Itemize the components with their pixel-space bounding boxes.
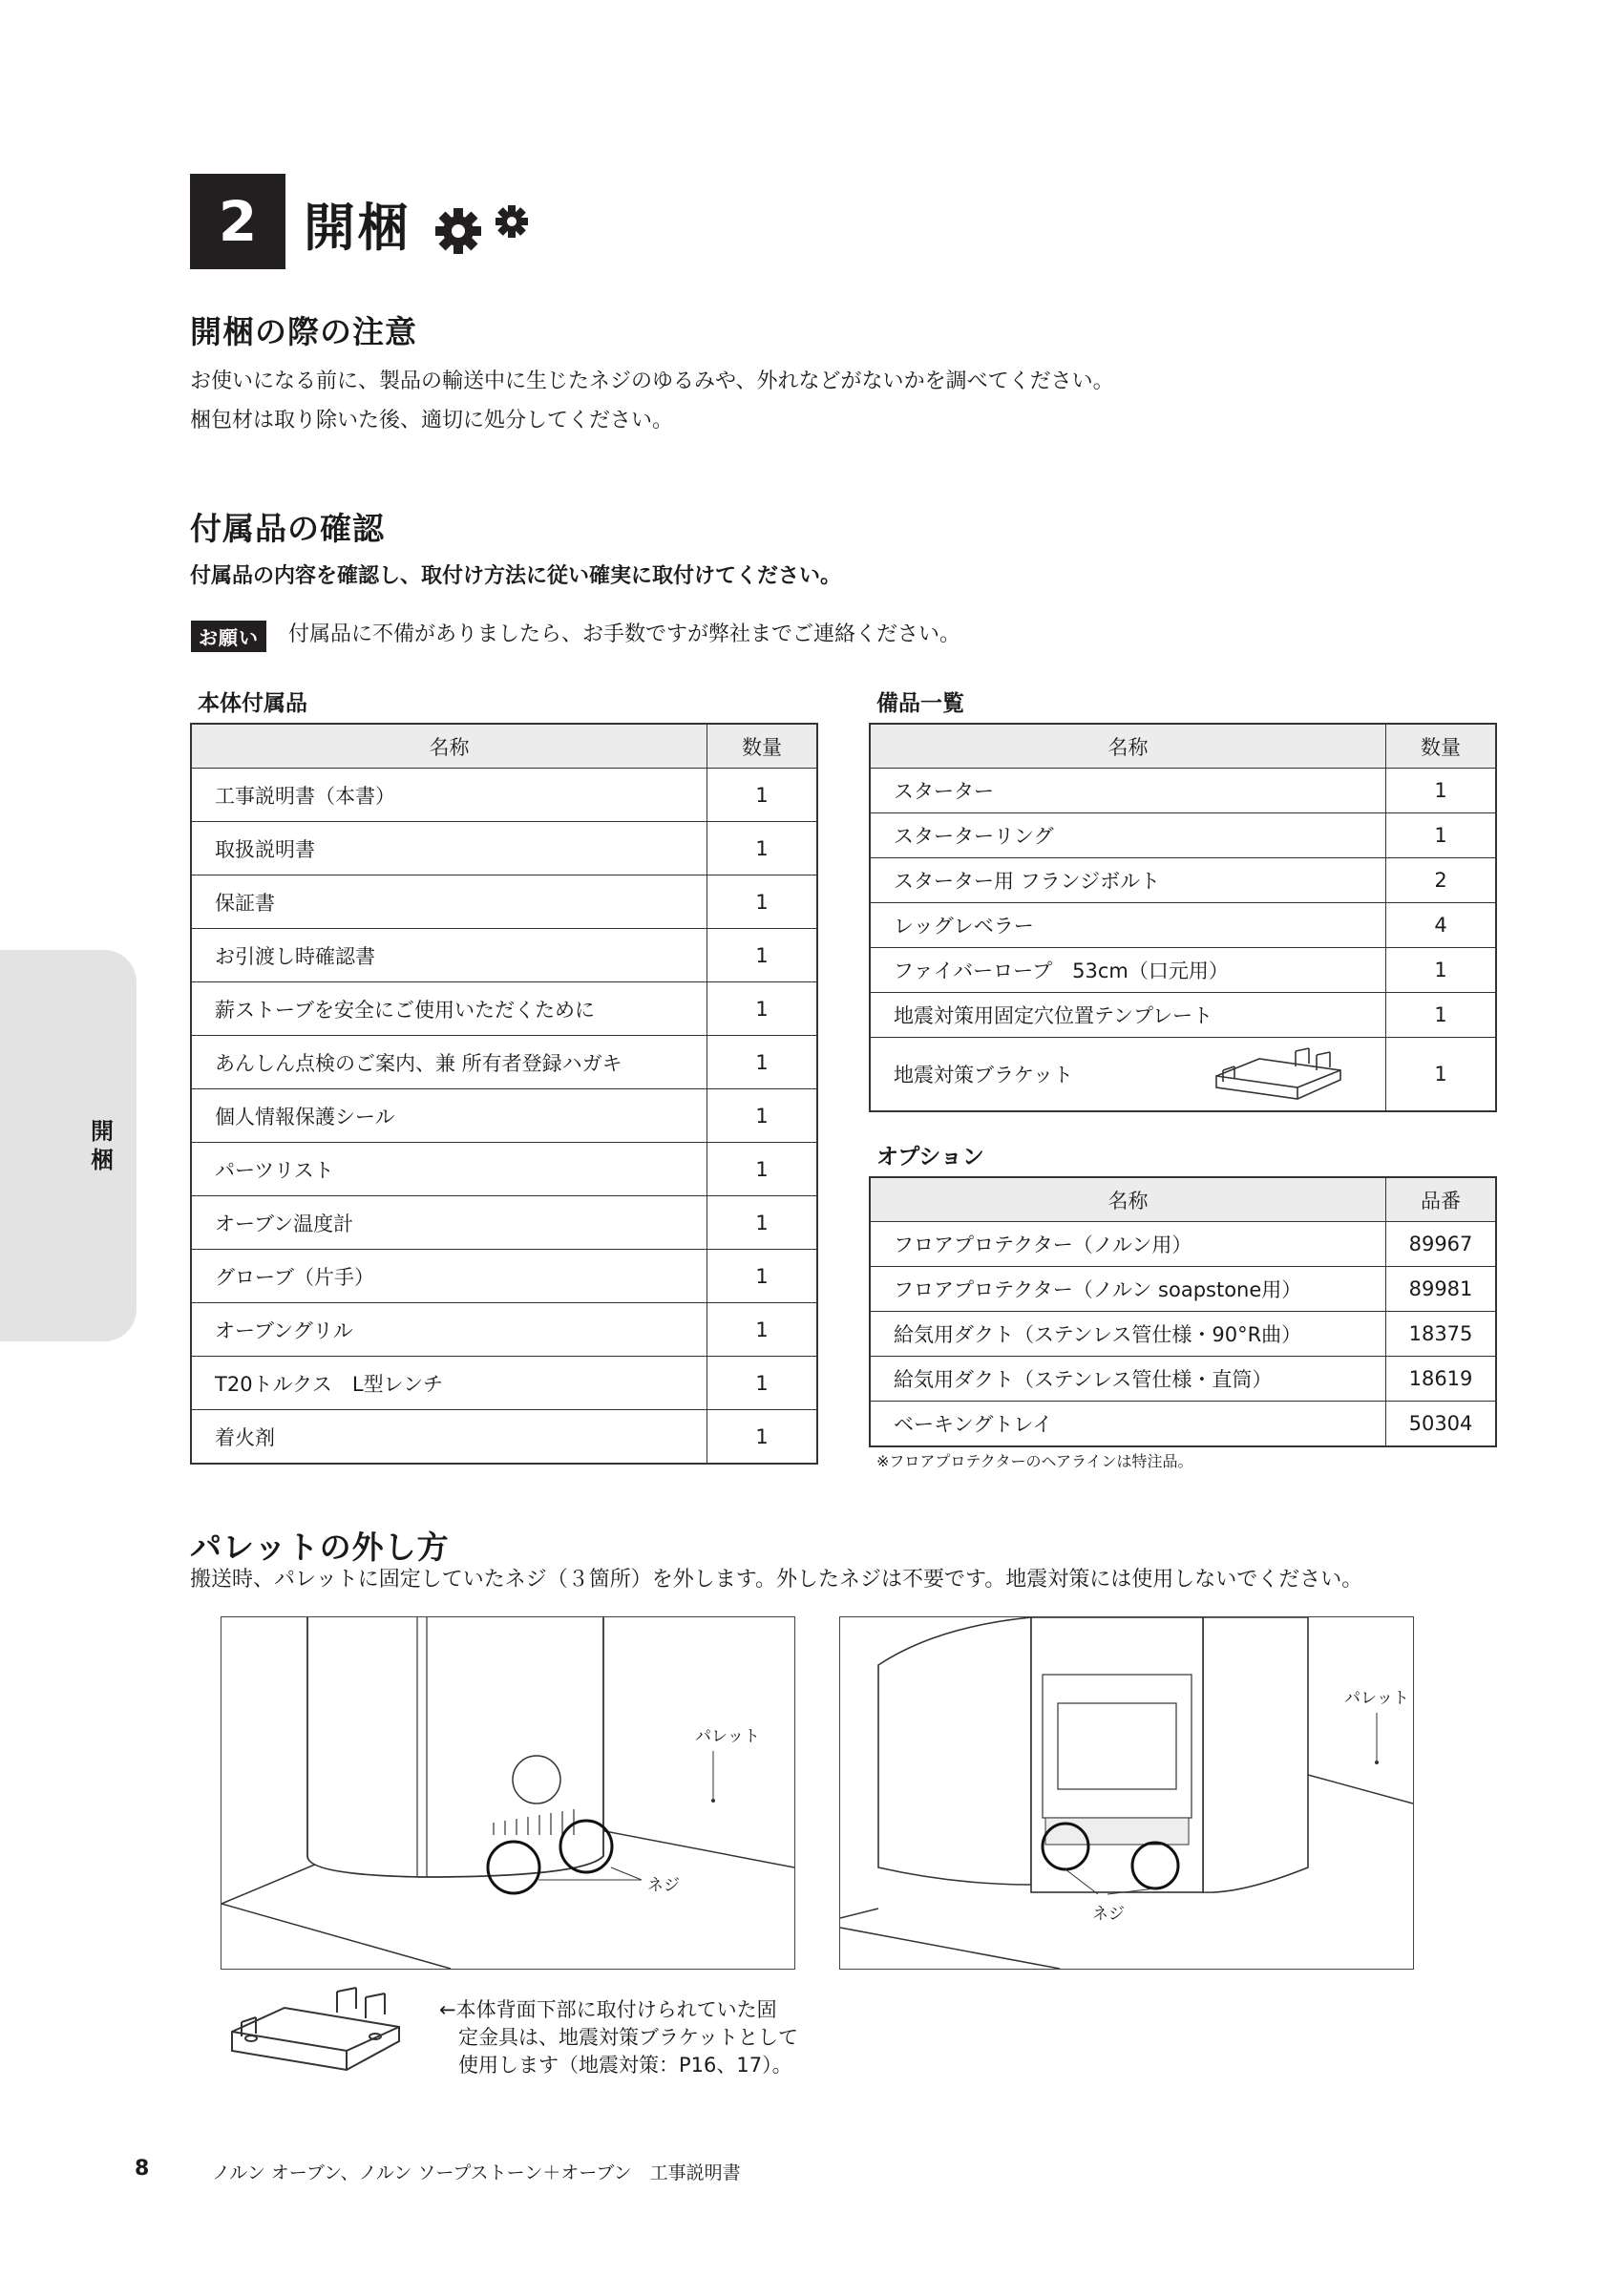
table-row <box>191 929 817 982</box>
item-quantity: 2 <box>1386 858 1497 903</box>
main-accessories-table <box>190 723 818 1465</box>
option-table <box>869 1176 1497 1447</box>
table-row <box>870 1357 1496 1402</box>
item-quantity: 1 <box>707 1143 818 1196</box>
item-quantity: 1 <box>707 929 818 982</box>
pallet-label: パレット <box>695 1727 760 1746</box>
item-name: 給気用ダクト（ステンレス管仕様・直筒） <box>870 1357 1386 1402</box>
column-header-name: 名称 <box>870 724 1386 769</box>
column-header-qty: 数量 <box>707 724 818 769</box>
caution-text-2: 梱包材は取り除いた後、適切に処分してください。 <box>190 409 674 432</box>
item-name: オーブングリル <box>191 1303 707 1357</box>
bracket-note-1: ←本体背面下部に取付けられていた固 <box>439 1998 777 2021</box>
bracket-illustration <box>222 1984 404 2075</box>
item-quantity: 1 <box>1386 813 1497 858</box>
page-number: 8 <box>135 2157 150 2181</box>
item-part-number: 18375 <box>1386 1312 1497 1357</box>
accessories-heading: 付属品の確認 <box>190 510 385 547</box>
item-name: あんしん点検のご案内、兼 所有者登録ハガキ <box>191 1036 707 1089</box>
bracket-note-2: 定金具は、地震対策ブラケットとして <box>458 2026 798 2049</box>
column-header-qty: 数量 <box>1386 724 1497 769</box>
item-name: 工事説明書（本書） <box>191 769 707 822</box>
screw-label: ネジ <box>647 1876 680 1895</box>
item-quantity: 1 <box>1386 993 1497 1038</box>
item-part-number: 18619 <box>1386 1357 1497 1402</box>
item-name: ファイバーロープ 53cm（口元用） <box>870 948 1386 993</box>
caution-text-1: お使いになる前に、製品の輸送中に生じたネジのゆるみや、外れなどがないかを調べてください。 <box>190 369 1114 393</box>
item-name: お引渡し時確認書 <box>191 929 707 982</box>
item-name: スターターリング <box>870 813 1386 858</box>
table-row <box>870 1312 1496 1357</box>
item-name: 地震対策ブラケット <box>870 1038 1386 1112</box>
table-row <box>191 769 817 822</box>
item-quantity: 1 <box>707 822 818 875</box>
footer-title: ノルン オーブン、ノルン ソープストーン＋オーブン 工事説明書 <box>212 2162 741 2183</box>
item-name: T20トルクス L型レンチ <box>191 1357 707 1410</box>
table-row <box>870 813 1496 858</box>
item-name: フロアプロテクター（ノルン用） <box>870 1222 1386 1267</box>
stove-front-illustration <box>840 1617 1413 1969</box>
column-header-name: 名称 <box>191 724 707 769</box>
gear-icon <box>432 202 537 256</box>
item-name: オーブン温度計 <box>191 1196 707 1250</box>
bracket-icon <box>1212 1045 1345 1103</box>
item-quantity: 1 <box>707 1250 818 1303</box>
table-row <box>191 1196 817 1250</box>
item-part-number: 50304 <box>1386 1402 1497 1447</box>
table-row <box>191 1357 817 1410</box>
table-row <box>191 1036 817 1089</box>
request-badge: お願い <box>191 621 266 652</box>
table-row <box>870 903 1496 948</box>
table-row <box>191 1303 817 1357</box>
main-table-label: 本体付属品 <box>198 691 307 716</box>
table-row <box>870 1038 1496 1112</box>
accessories-instruction: 付属品の内容を確認し、取付け方法に従い確実に取付けてください。 <box>190 564 842 588</box>
item-quantity: 1 <box>707 875 818 929</box>
item-part-number: 89967 <box>1386 1222 1497 1267</box>
stove-rear-illustration <box>221 1617 794 1969</box>
table-row <box>870 948 1496 993</box>
table-row <box>191 1410 817 1465</box>
item-quantity: 1 <box>707 769 818 822</box>
caution-heading: 開梱の際の注意 <box>190 313 417 350</box>
screw-label: ネジ <box>1092 1905 1125 1924</box>
bracket-note-3: 使用します（地震対策：P16、17）。 <box>458 2054 792 2077</box>
section-number: 2 <box>190 174 285 269</box>
item-quantity: 4 <box>1386 903 1497 948</box>
item-quantity: 1 <box>707 1303 818 1357</box>
table-row <box>870 769 1496 813</box>
item-quantity: 1 <box>707 1410 818 1465</box>
item-name: 個人情報保護シール <box>191 1089 707 1143</box>
table-row <box>191 1250 817 1303</box>
item-name: 薪ストーブを安全にご使用いただくために <box>191 982 707 1036</box>
table-row <box>191 875 817 929</box>
pallet-figure-rear <box>221 1616 795 1970</box>
option-note: ※フロアプロテクターのヘアラインは特注品。 <box>876 1452 1193 1470</box>
item-name: 地震対策用固定穴位置テンプレート <box>870 993 1386 1038</box>
equip-table-label: 備品一覧 <box>876 691 964 716</box>
item-quantity: 1 <box>1386 948 1497 993</box>
table-row <box>870 1222 1496 1267</box>
item-name: 着火剤 <box>191 1410 707 1465</box>
item-name: ベーキングトレイ <box>870 1402 1386 1447</box>
item-name: 取扱説明書 <box>191 822 707 875</box>
column-header-name: 名称 <box>870 1177 1386 1222</box>
pallet-text: 搬送時、パレットに固定していたネジ（３箇所）を外します。外したネジは不要です。地震対策には使用しないでください。 <box>190 1568 1363 1592</box>
table-row <box>870 993 1496 1038</box>
table-row <box>870 1402 1496 1447</box>
table-row <box>191 822 817 875</box>
item-name: スターター <box>870 769 1386 813</box>
table-row <box>191 1089 817 1143</box>
equipment-table <box>869 723 1497 1112</box>
column-header-part-no: 品番 <box>1386 1177 1497 1222</box>
table-row <box>870 1267 1496 1312</box>
request-text: 付属品に不備がありましたら、お手数ですが弊社までご連絡ください。 <box>288 622 961 646</box>
item-name: 給気用ダクト（ステンレス管仕様・90°R曲） <box>870 1312 1386 1357</box>
item-quantity: 1 <box>707 1089 818 1143</box>
item-name: グローブ（片手） <box>191 1250 707 1303</box>
item-name: フロアプロテクター（ノルン soapstone用） <box>870 1267 1386 1312</box>
item-quantity: 1 <box>707 1036 818 1089</box>
pallet-label: パレット <box>1344 1689 1409 1708</box>
item-part-number: 89981 <box>1386 1267 1497 1312</box>
item-quantity: 1 <box>707 1196 818 1250</box>
section-title: 開梱 <box>304 198 411 258</box>
item-quantity: 1 <box>707 982 818 1036</box>
pallet-heading: パレットの外し方 <box>190 1529 450 1566</box>
item-name: パーツリスト <box>191 1143 707 1196</box>
item-quantity: 1 <box>1386 1038 1497 1112</box>
item-quantity: 1 <box>1386 769 1497 813</box>
item-quantity: 1 <box>707 1357 818 1410</box>
option-table-label: オプション <box>876 1145 984 1170</box>
item-name: レッグレベラー <box>870 903 1386 948</box>
table-row <box>191 1143 817 1196</box>
side-tab-label: 開梱 <box>91 1118 114 1173</box>
table-row <box>191 982 817 1036</box>
item-name: 保証書 <box>191 875 707 929</box>
item-name: スターター用 フランジボルト <box>870 858 1386 903</box>
table-row <box>870 858 1496 903</box>
pallet-figure-front <box>839 1616 1414 1970</box>
